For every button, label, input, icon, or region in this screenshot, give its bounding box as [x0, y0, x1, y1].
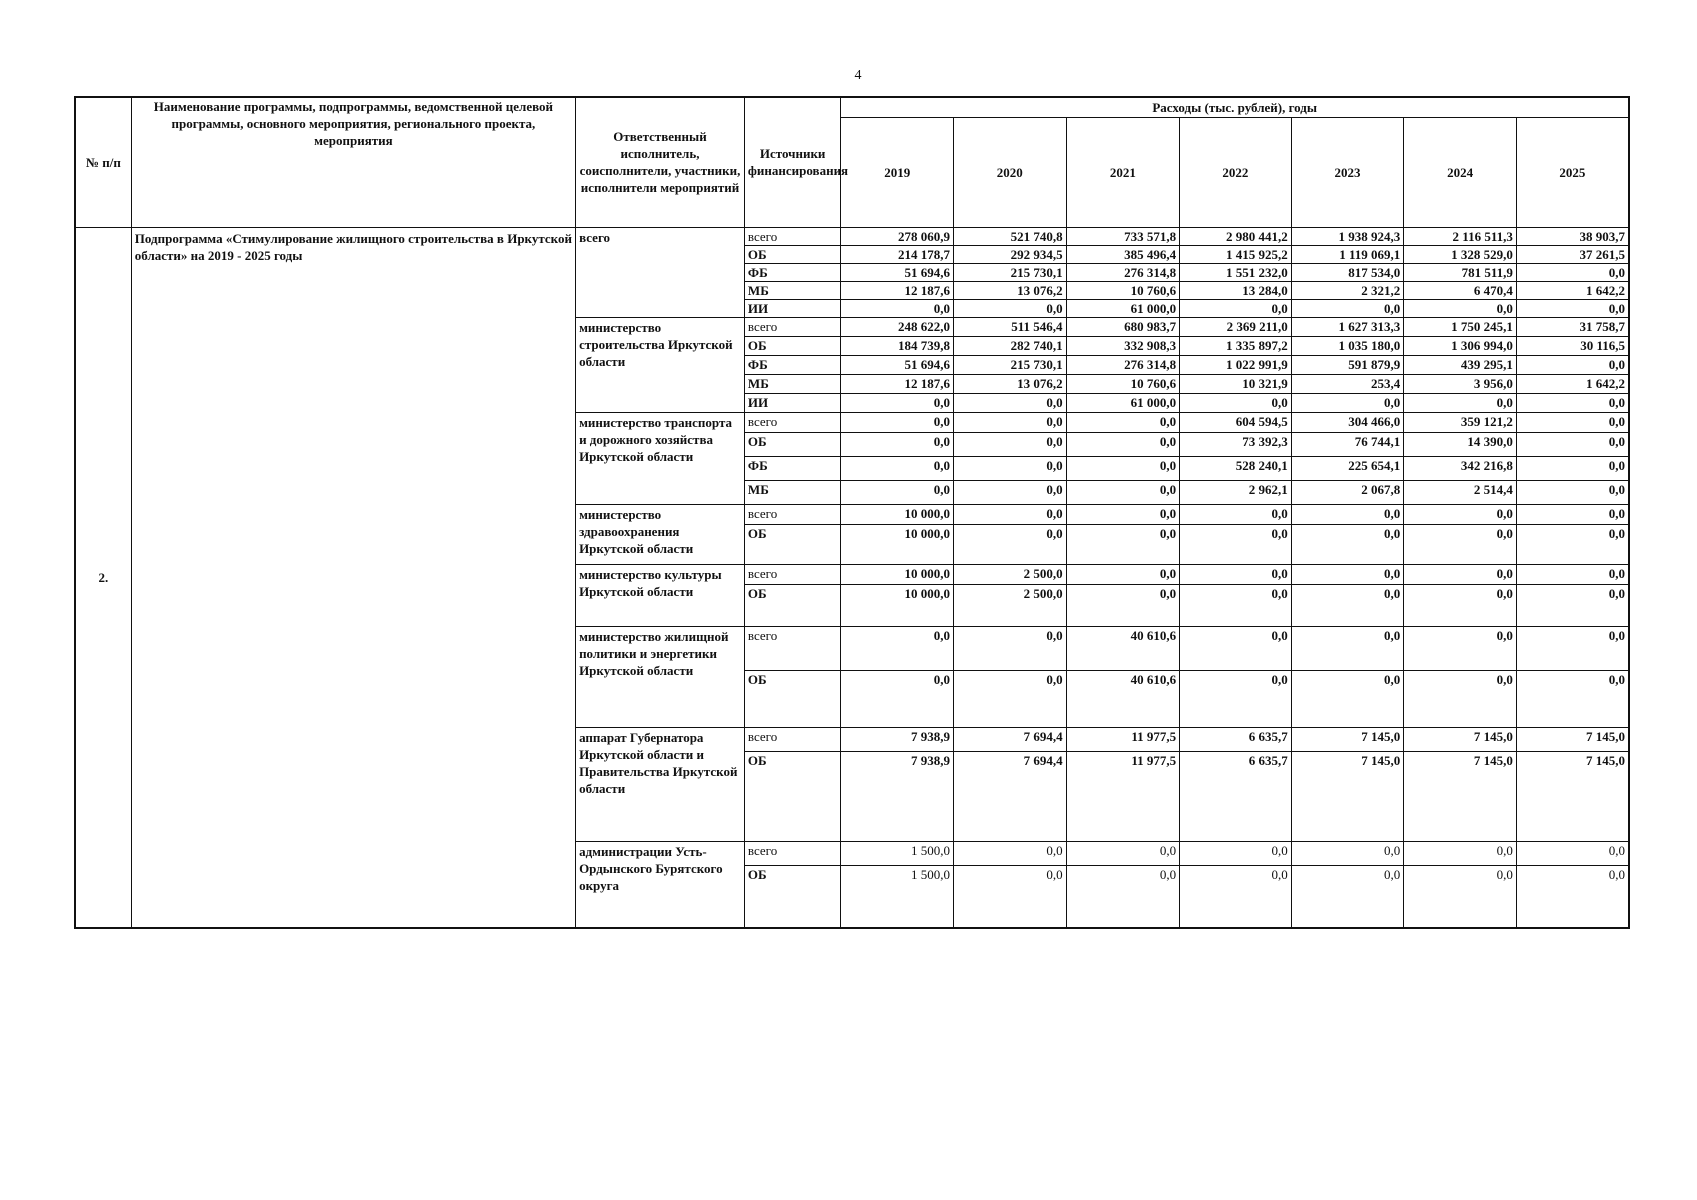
amount-cell-2019: 0,0 [841, 412, 954, 432]
amount-cell-2021: 61 000,0 [1066, 393, 1180, 412]
funding-source-cell: ОБ [744, 670, 840, 727]
header-sources: Источники финансирования [744, 97, 840, 227]
amount-cell-2023: 0,0 [1291, 564, 1404, 584]
amount-cell-2020: 13 076,2 [953, 281, 1066, 299]
amount-cell-2021: 0,0 [1066, 504, 1180, 524]
amount-cell-2025: 31 758,7 [1516, 317, 1629, 336]
amount-cell-2020: 215 730,1 [953, 263, 1066, 281]
amount-cell-2023: 0,0 [1291, 393, 1404, 412]
amount-cell-2019: 1 500,0 [841, 865, 954, 928]
amount-cell-2024: 1 306 994,0 [1404, 336, 1517, 355]
budget-table-body [75, 227, 1629, 928]
amount-cell-2022: 1 415 925,2 [1180, 245, 1292, 263]
amount-cell-2019: 7 938,9 [841, 727, 954, 751]
amount-cell-2019: 10 000,0 [841, 564, 954, 584]
amount-cell-2021: 0,0 [1066, 480, 1180, 504]
funding-source-cell: ИИ [744, 299, 840, 317]
amount-cell-2023: 253,4 [1291, 374, 1404, 393]
amount-cell-2024: 0,0 [1404, 564, 1517, 584]
amount-cell-2025: 38 903,7 [1516, 227, 1629, 245]
amount-cell-2022: 0,0 [1180, 865, 1292, 928]
funding-source-cell: ОБ [744, 245, 840, 263]
amount-cell-2020: 0,0 [953, 432, 1066, 456]
amount-cell-2021: 0,0 [1066, 456, 1180, 480]
amount-cell-2025: 0,0 [1516, 524, 1629, 564]
amount-cell-2019: 51 694,6 [841, 263, 954, 281]
amount-cell-2025: 0,0 [1516, 432, 1629, 456]
budget-table [74, 96, 1630, 929]
amount-cell-2024: 342 216,8 [1404, 456, 1517, 480]
year-header-2019: 2019 [841, 117, 954, 227]
amount-cell-2022: 2 980 441,2 [1180, 227, 1292, 245]
amount-cell-2020: 0,0 [953, 393, 1066, 412]
amount-cell-2025: 0,0 [1516, 670, 1629, 727]
header-name: Наименование программы, подпрограммы, ведомственной целевой программы, основного мероприятия, регионального проекта, мероприятия [131, 97, 575, 227]
amount-cell-2025: 37 261,5 [1516, 245, 1629, 263]
amount-cell-2024: 0,0 [1404, 626, 1517, 670]
funding-source-cell: всего [744, 626, 840, 670]
amount-cell-2020: 282 740,1 [953, 336, 1066, 355]
amount-cell-2023: 1 938 924,3 [1291, 227, 1404, 245]
amount-cell-2022: 2 369 211,0 [1180, 317, 1292, 336]
amount-cell-2023: 7 145,0 [1291, 727, 1404, 751]
amount-cell-2025: 0,0 [1516, 584, 1629, 626]
amount-cell-2024: 7 145,0 [1404, 727, 1517, 751]
amount-cell-2019: 0,0 [841, 456, 954, 480]
amount-cell-2023: 0,0 [1291, 584, 1404, 626]
amount-cell-2024: 0,0 [1404, 524, 1517, 564]
amount-cell-2021: 10 760,6 [1066, 281, 1180, 299]
amount-cell-2019: 184 739,8 [841, 336, 954, 355]
amount-cell-2025: 0,0 [1516, 393, 1629, 412]
funding-source-cell: ОБ [744, 751, 840, 841]
amount-cell-2021: 61 000,0 [1066, 299, 1180, 317]
year-header-2020: 2020 [953, 117, 1066, 227]
amount-cell-2020: 0,0 [953, 626, 1066, 670]
funding-source-cell: всего [744, 504, 840, 524]
amount-cell-2025: 0,0 [1516, 865, 1629, 928]
amount-cell-2020: 0,0 [953, 524, 1066, 564]
amount-cell-2022: 0,0 [1180, 841, 1292, 865]
amount-cell-2023: 2 321,2 [1291, 281, 1404, 299]
amount-cell-2019: 0,0 [841, 670, 954, 727]
amount-cell-2021: 0,0 [1066, 865, 1180, 928]
amount-cell-2019: 248 622,0 [841, 317, 954, 336]
amount-cell-2021: 276 314,8 [1066, 355, 1180, 374]
amount-cell-2021: 680 983,7 [1066, 317, 1180, 336]
amount-cell-2021: 385 496,4 [1066, 245, 1180, 263]
amount-cell-2020: 7 694,4 [953, 727, 1066, 751]
amount-cell-2024: 7 145,0 [1404, 751, 1517, 841]
amount-cell-2020: 521 740,8 [953, 227, 1066, 245]
row-number: 2. [75, 227, 131, 928]
amount-cell-2025: 0,0 [1516, 456, 1629, 480]
amount-cell-2021: 0,0 [1066, 841, 1180, 865]
amount-cell-2023: 304 466,0 [1291, 412, 1404, 432]
table-row [75, 227, 1629, 245]
amount-cell-2025: 0,0 [1516, 564, 1629, 584]
funding-source-cell: всего [744, 841, 840, 865]
amount-cell-2020: 0,0 [953, 841, 1066, 865]
executor-cell: аппарат Губернатора Иркутской области и Правительства Иркутской области [576, 727, 745, 841]
executor-cell: всего [576, 227, 745, 317]
amount-cell-2022: 0,0 [1180, 670, 1292, 727]
amount-cell-2023: 0,0 [1291, 841, 1404, 865]
amount-cell-2025: 0,0 [1516, 299, 1629, 317]
amount-cell-2020: 7 694,4 [953, 751, 1066, 841]
amount-cell-2023: 0,0 [1291, 626, 1404, 670]
amount-cell-2022: 0,0 [1180, 584, 1292, 626]
amount-cell-2019: 12 187,6 [841, 374, 954, 393]
year-header-2023: 2023 [1291, 117, 1404, 227]
amount-cell-2019: 0,0 [841, 299, 954, 317]
amount-cell-2021: 0,0 [1066, 412, 1180, 432]
amount-cell-2025: 1 642,2 [1516, 374, 1629, 393]
amount-cell-2023: 591 879,9 [1291, 355, 1404, 374]
amount-cell-2023: 0,0 [1291, 524, 1404, 564]
amount-cell-2022: 0,0 [1180, 504, 1292, 524]
amount-cell-2022: 10 321,9 [1180, 374, 1292, 393]
amount-cell-2024: 14 390,0 [1404, 432, 1517, 456]
year-header-2022: 2022 [1180, 117, 1292, 227]
amount-cell-2019: 0,0 [841, 626, 954, 670]
funding-source-cell: ОБ [744, 336, 840, 355]
amount-cell-2021: 10 760,6 [1066, 374, 1180, 393]
amount-cell-2019: 10 000,0 [841, 524, 954, 564]
executor-cell: министерство жилищной политики и энергетики Иркутской области [576, 626, 745, 727]
amount-cell-2019: 12 187,6 [841, 281, 954, 299]
amount-cell-2020: 511 546,4 [953, 317, 1066, 336]
year-header-2024: 2024 [1404, 117, 1517, 227]
amount-cell-2022: 0,0 [1180, 564, 1292, 584]
amount-cell-2025: 7 145,0 [1516, 727, 1629, 751]
amount-cell-2020: 0,0 [953, 412, 1066, 432]
amount-cell-2024: 2 514,4 [1404, 480, 1517, 504]
funding-source-cell: ОБ [744, 524, 840, 564]
amount-cell-2024: 0,0 [1404, 841, 1517, 865]
executor-cell: министерство строительства Иркутской области [576, 317, 745, 412]
amount-cell-2019: 0,0 [841, 480, 954, 504]
amount-cell-2019: 1 500,0 [841, 841, 954, 865]
amount-cell-2025: 30 116,5 [1516, 336, 1629, 355]
amount-cell-2022: 1 335 897,2 [1180, 336, 1292, 355]
amount-cell-2021: 0,0 [1066, 432, 1180, 456]
executor-cell: министерство транспорта и дорожного хозяйства Иркутской области [576, 412, 745, 504]
amount-cell-2019: 10 000,0 [841, 504, 954, 524]
year-header-2025: 2025 [1516, 117, 1629, 227]
amount-cell-2023: 7 145,0 [1291, 751, 1404, 841]
amount-cell-2020: 2 500,0 [953, 564, 1066, 584]
budget-table-wrapper [74, 96, 1630, 929]
funding-source-cell: всего [744, 727, 840, 751]
amount-cell-2023: 0,0 [1291, 865, 1404, 928]
amount-cell-2022: 604 594,5 [1180, 412, 1292, 432]
amount-cell-2021: 40 610,6 [1066, 670, 1180, 727]
amount-cell-2021: 0,0 [1066, 584, 1180, 626]
amount-cell-2022: 13 284,0 [1180, 281, 1292, 299]
amount-cell-2021: 0,0 [1066, 524, 1180, 564]
funding-source-cell: всего [744, 227, 840, 245]
amount-cell-2024: 781 511,9 [1404, 263, 1517, 281]
amount-cell-2022: 0,0 [1180, 393, 1292, 412]
amount-cell-2020: 13 076,2 [953, 374, 1066, 393]
page-number: 4 [854, 68, 862, 83]
funding-source-cell: ОБ [744, 865, 840, 928]
funding-source-cell: всего [744, 317, 840, 336]
amount-cell-2022: 2 962,1 [1180, 480, 1292, 504]
funding-source-cell: ФБ [744, 456, 840, 480]
amount-cell-2022: 528 240,1 [1180, 456, 1292, 480]
amount-cell-2023: 2 067,8 [1291, 480, 1404, 504]
amount-cell-2021: 40 610,6 [1066, 626, 1180, 670]
amount-cell-2025: 1 642,2 [1516, 281, 1629, 299]
amount-cell-2021: 11 977,5 [1066, 727, 1180, 751]
amount-cell-2024: 3 956,0 [1404, 374, 1517, 393]
amount-cell-2022: 6 635,7 [1180, 727, 1292, 751]
amount-cell-2025: 0,0 [1516, 355, 1629, 374]
header-expenses: Расходы (тыс. рублей), годы [841, 97, 1629, 117]
amount-cell-2019: 278 060,9 [841, 227, 954, 245]
amount-cell-2023: 1 119 069,1 [1291, 245, 1404, 263]
amount-cell-2022: 0,0 [1180, 626, 1292, 670]
funding-source-cell: ИИ [744, 393, 840, 412]
amount-cell-2022: 0,0 [1180, 299, 1292, 317]
amount-cell-2022: 0,0 [1180, 524, 1292, 564]
amount-cell-2024: 2 116 511,3 [1404, 227, 1517, 245]
amount-cell-2021: 0,0 [1066, 564, 1180, 584]
amount-cell-2023: 0,0 [1291, 504, 1404, 524]
amount-cell-2024: 0,0 [1404, 299, 1517, 317]
amount-cell-2019: 214 178,7 [841, 245, 954, 263]
amount-cell-2024: 0,0 [1404, 584, 1517, 626]
amount-cell-2021: 11 977,5 [1066, 751, 1180, 841]
amount-cell-2025: 0,0 [1516, 263, 1629, 281]
funding-source-cell: ОБ [744, 584, 840, 626]
amount-cell-2019: 0,0 [841, 432, 954, 456]
amount-cell-2023: 1 627 313,3 [1291, 317, 1404, 336]
amount-cell-2022: 1 551 232,0 [1180, 263, 1292, 281]
amount-cell-2023: 817 534,0 [1291, 263, 1404, 281]
amount-cell-2021: 276 314,8 [1066, 263, 1180, 281]
amount-cell-2025: 0,0 [1516, 480, 1629, 504]
amount-cell-2024: 359 121,2 [1404, 412, 1517, 432]
amount-cell-2020: 0,0 [953, 299, 1066, 317]
funding-source-cell: ФБ [744, 263, 840, 281]
amount-cell-2021: 733 571,8 [1066, 227, 1180, 245]
year-header-2021: 2021 [1066, 117, 1180, 227]
amount-cell-2024: 1 750 245,1 [1404, 317, 1517, 336]
amount-cell-2021: 332 908,3 [1066, 336, 1180, 355]
executor-cell: администрации Усть-Ордынского Бурятского округа [576, 841, 745, 928]
header-number: № п/п [75, 97, 131, 227]
executor-cell: министерство культуры Иркутской области [576, 564, 745, 626]
funding-source-cell: всего [744, 412, 840, 432]
amount-cell-2020: 0,0 [953, 504, 1066, 524]
amount-cell-2020: 0,0 [953, 670, 1066, 727]
amount-cell-2019: 10 000,0 [841, 584, 954, 626]
amount-cell-2025: 0,0 [1516, 412, 1629, 432]
funding-source-cell: МБ [744, 281, 840, 299]
amount-cell-2022: 6 635,7 [1180, 751, 1292, 841]
amount-cell-2019: 51 694,6 [841, 355, 954, 374]
amount-cell-2020: 292 934,5 [953, 245, 1066, 263]
amount-cell-2023: 1 035 180,0 [1291, 336, 1404, 355]
amount-cell-2023: 225 654,1 [1291, 456, 1404, 480]
header-executor: Ответственный исполнитель, соисполнители, участники, исполнители мероприятий [576, 97, 745, 227]
amount-cell-2019: 7 938,9 [841, 751, 954, 841]
funding-source-cell: МБ [744, 480, 840, 504]
amount-cell-2020: 0,0 [953, 456, 1066, 480]
amount-cell-2023: 0,0 [1291, 670, 1404, 727]
amount-cell-2022: 73 392,3 [1180, 432, 1292, 456]
amount-cell-2023: 76 744,1 [1291, 432, 1404, 456]
amount-cell-2022: 1 022 991,9 [1180, 355, 1292, 374]
amount-cell-2025: 7 145,0 [1516, 751, 1629, 841]
funding-source-cell: ФБ [744, 355, 840, 374]
amount-cell-2020: 0,0 [953, 480, 1066, 504]
amount-cell-2024: 0,0 [1404, 865, 1517, 928]
program-name: Подпрограмма «Стимулирование жилищного строительства в Иркутской области» на 2019 - 2025 годы [131, 227, 575, 928]
funding-source-cell: ОБ [744, 432, 840, 456]
amount-cell-2025: 0,0 [1516, 504, 1629, 524]
executor-cell: министерство здравоохранения Иркутской области [576, 504, 745, 564]
amount-cell-2024: 0,0 [1404, 393, 1517, 412]
amount-cell-2025: 0,0 [1516, 626, 1629, 670]
funding-source-cell: МБ [744, 374, 840, 393]
amount-cell-2020: 0,0 [953, 865, 1066, 928]
amount-cell-2023: 0,0 [1291, 299, 1404, 317]
amount-cell-2024: 1 328 529,0 [1404, 245, 1517, 263]
amount-cell-2024: 0,0 [1404, 670, 1517, 727]
amount-cell-2025: 0,0 [1516, 841, 1629, 865]
amount-cell-2024: 439 295,1 [1404, 355, 1517, 374]
amount-cell-2024: 6 470,4 [1404, 281, 1517, 299]
amount-cell-2024: 0,0 [1404, 504, 1517, 524]
amount-cell-2020: 2 500,0 [953, 584, 1066, 626]
amount-cell-2020: 215 730,1 [953, 355, 1066, 374]
funding-source-cell: всего [744, 564, 840, 584]
amount-cell-2019: 0,0 [841, 393, 954, 412]
